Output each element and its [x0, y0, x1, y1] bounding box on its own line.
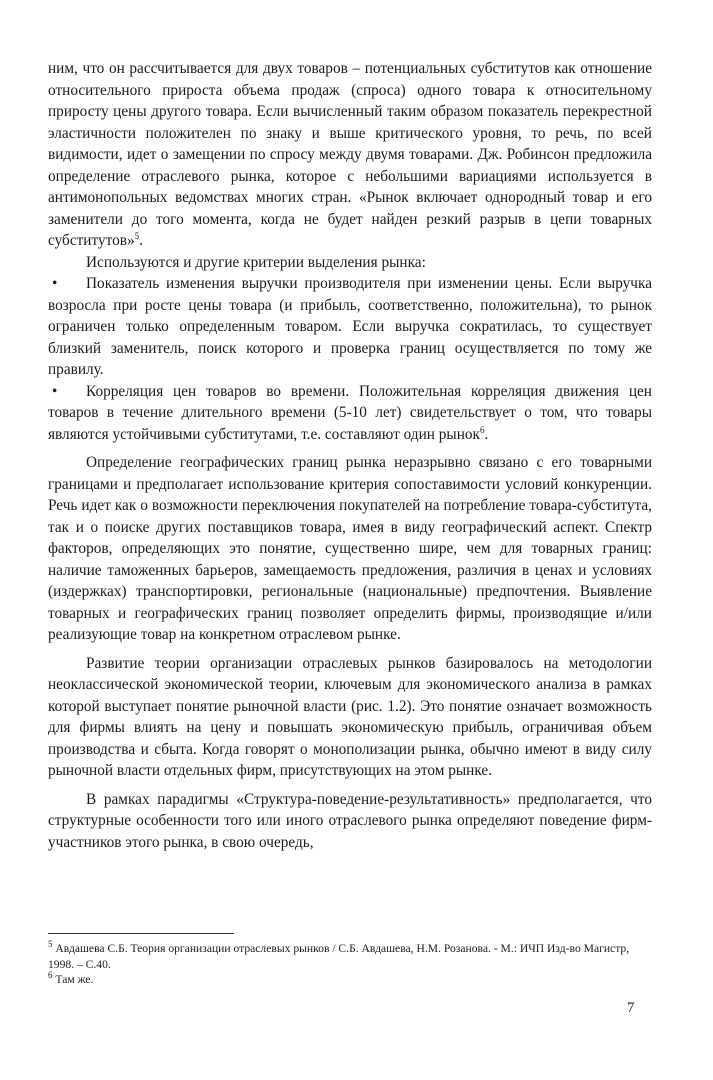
footnotes	[48, 941, 652, 988]
paragraph-4: Развитие теории организации отраслевых рынков базировалось на методологии неоклассической экономической теории, ключевым для экономического анализа в рамках которой выступает понятие рыночной власти (рис. 1.2). Это понятие означает возможность для фирмы влиять на цену и повышать экономическую прибыль, ограничивая объем производства и сбыта. Когда говорят о монополизации рынка, обычно имеют в виду силу рыночной власти отдельных фирм, присутствующих на этом рынке.	[48, 654, 652, 779]
paragraph-1: ним, что он рассчитывается для двух товаров – потенциальных субститутов как отношение относительного прироста объема продаж (спроса) одного товара к относительному приросту цены другого товара. Если вычисленный таким образом показатель перекрестной эластичности положителен по знаку и выше критического уровня, то речь, по всей видимости, идет о замещении по спросу между двумя товарами. Дж. Робинсон предложила определение отраслевого рынка, которое с небольшими вариациями используется в антимонопольных ведомствах многих стран. «Рынок включает однородный товар и его заменители до того момента, когда не будет найден резкий разрыв в цепи товарных субститутов»$^5$.	[48, 60, 652, 249]
body-text	[48, 58, 652, 853]
footnote-ref-5: 5	[134, 230, 140, 241]
page-number: 7	[627, 1000, 635, 1016]
footnote-divider	[48, 933, 234, 934]
paragraph-5: В рамках парадигмы «Структура-поведение-результативность» предполагается, что структурные особенности того или иного отраслевого рынка определяют поведение фирм-участников этого рынка, в свою очередь,	[48, 790, 652, 851]
bullet-item-correlation: • Корреляция цен товаров во времени. Положительная корреляция движения цен товаров в течение длительного времени (5-10 лет) свидетельствует о том, что товары являются устойчивыми субститутами, т.е. составляют один рынок$^6$.	[48, 382, 652, 443]
bullet-icon: •	[52, 275, 58, 292]
bullet-icon: •	[52, 382, 58, 400]
paragraph-2: Используются и другие критерии выделения рынка:	[86, 253, 426, 271]
bullet-item-revenue: • Показатель изменения выручки производителя при изменении цены. Если выручка возросла при росте цены товара (и прибыль, соответственно, положительна), то рынок ограничен только определенным товаром. Если выручка сократилась, то существует близкий заменитель, поиск которого и проверка границ осуществляется по тому же правилу.	[48, 275, 652, 378]
footnote-ref-6: 6	[479, 424, 485, 435]
footnote-6: $^6$ Там же.	[48, 970, 94, 986]
paragraph-3: Определение географических границ рынка неразрывно связано с его товарными границами и предполагает использование критерия сопоставимости условий конкуренции. Речь идет как о возможности переключения покупателей на потребление товара-субститута, так и о поиске других поставщиков товара, имея в виду географический аспект. Спектр факторов, определяющих это понятие, существенно шире, чем для товарных границ: наличие таможенных барьеров, замещаемость предложения, различия в ценах и условиях (издержках) транспортировки, региональные (национальные) предпочтения. Выявление товарных и географических границ позволяет определить фирмы, производящие и/или реализующие товар на конкретном отраслевом рынке.	[48, 454, 652, 643]
footnote-5: $^5$ Авдашева С.Б. Теория организации отраслевых рынков / С.Б. Авдашева, Н.М. Розанова. - М.: ИЧП Изд-во Магистр, 1998. – С.40.	[48, 939, 630, 971]
